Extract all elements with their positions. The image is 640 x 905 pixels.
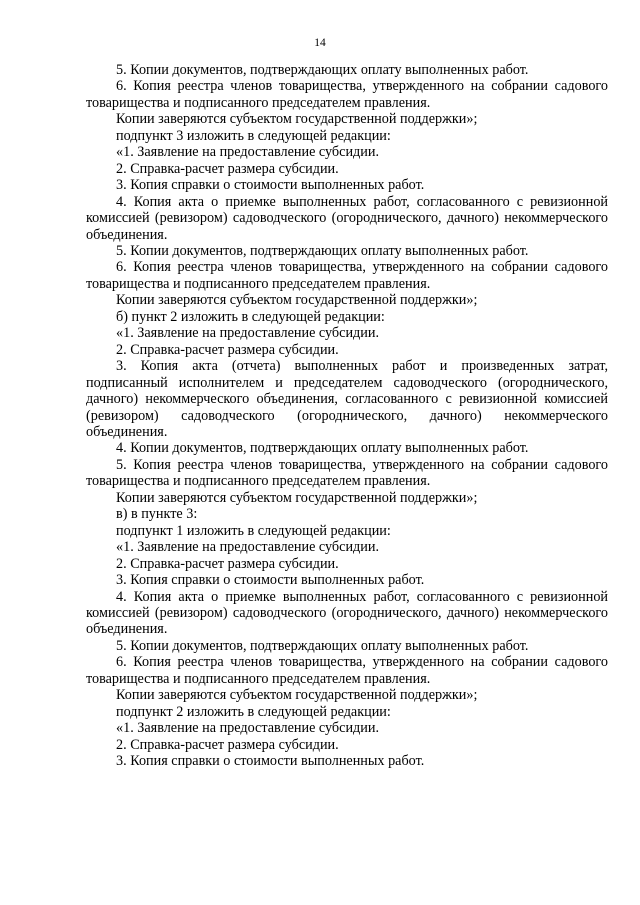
paragraph: 2. Справка-расчет размера субсидии. xyxy=(116,341,339,358)
paragraph: Копии заверяются субъектом государственной поддержки»; xyxy=(116,489,478,506)
paragraph: подпункт 3 изложить в следующей редакции: xyxy=(116,127,391,144)
paragraph: 4. Копия акта о приемке выполненных работ, согласованного с ревизионной комиссией (ревизором) садоводческого (огороднического, дачного) некоммерческого объединения. xyxy=(86,193,608,243)
paragraph: 5. Копии документов, подтверждающих оплату выполненных работ. xyxy=(116,637,529,654)
paragraph: 5. Копии документов, подтверждающих оплату выполненных работ. xyxy=(116,62,529,78)
paragraph: б) пункт 2 изложить в следующей редакции: xyxy=(116,308,385,325)
paragraph: 3. Копия акта (отчета) выполненных работ и произведенных затрат, подписанный исполнителем и председателем садоводческого (огороднического, дачного) некоммерческого объединения, согласованного с ревизионной комиссией (ревизором) садоводческого (огороднического, дачного) некоммерческого объединения. xyxy=(86,358,608,440)
paragraph: 3. Копия справки о стоимости выполненных работ. xyxy=(116,177,425,194)
paragraph: «1. Заявление на предоставление субсидии. xyxy=(116,720,379,737)
paragraph: 2. Справка-расчет размера субсидии. xyxy=(116,736,339,753)
paragraph: подпункт 1 изложить в следующей редакции: xyxy=(116,522,391,539)
paragraph: 5. Копии документов, подтверждающих оплату выполненных работ. xyxy=(116,242,529,259)
paragraph: 3. Копия справки о стоимости выполненных работ. xyxy=(116,753,425,770)
paragraph: 4. Копии документов, подтверждающих оплату выполненных работ. xyxy=(116,440,529,457)
paragraph: Копии заверяются субъектом государственной поддержки»; xyxy=(116,111,478,128)
paragraph: 6. Копия реестра членов товарищества, утвержденного на собрании садового товарищества и подписанного председателем правления. xyxy=(86,654,608,687)
paragraph: в) в пункте 3: xyxy=(116,506,198,523)
page-number: 14 xyxy=(314,37,326,49)
paragraph: 4. Копия акта о приемке выполненных работ, согласованного с ревизионной комиссией (ревизором) садоводческого (огороднического, дачного) некоммерческого объединения. xyxy=(86,588,608,638)
paragraph: 6. Копия реестра членов товарищества, утвержденного на собрании садового товарищества и подписанного председателем правления. xyxy=(86,78,608,111)
paragraph: Копии заверяются субъектом государственной поддержки»; xyxy=(116,687,478,704)
paragraph: 5. Копия реестра членов товарищества, утвержденного на собрании садового товарищества и подписанного председателем правления. xyxy=(86,456,608,490)
paragraph: подпункт 2 изложить в следующей редакции: xyxy=(116,703,391,720)
paragraph: «1. Заявление на предоставление субсидии. xyxy=(116,325,379,342)
paragraph: «1. Заявление на предоставление субсидии. xyxy=(116,539,379,556)
paragraph: Копии заверяются субъектом государственной поддержки»; xyxy=(116,292,478,309)
paragraph: 2. Справка-расчет размера субсидии. xyxy=(116,160,339,177)
paragraph: 6. Копия реестра членов товарищества, утвержденного на собрании садового товарищества и подписанного председателем правления. xyxy=(86,259,608,292)
document-body xyxy=(86,62,608,769)
paragraph: 3. Копия справки о стоимости выполненных работ. xyxy=(116,572,425,589)
paragraph: 2. Справка-расчет размера субсидии. xyxy=(116,555,339,572)
paragraph: «1. Заявление на предоставление субсидии. xyxy=(116,144,379,161)
